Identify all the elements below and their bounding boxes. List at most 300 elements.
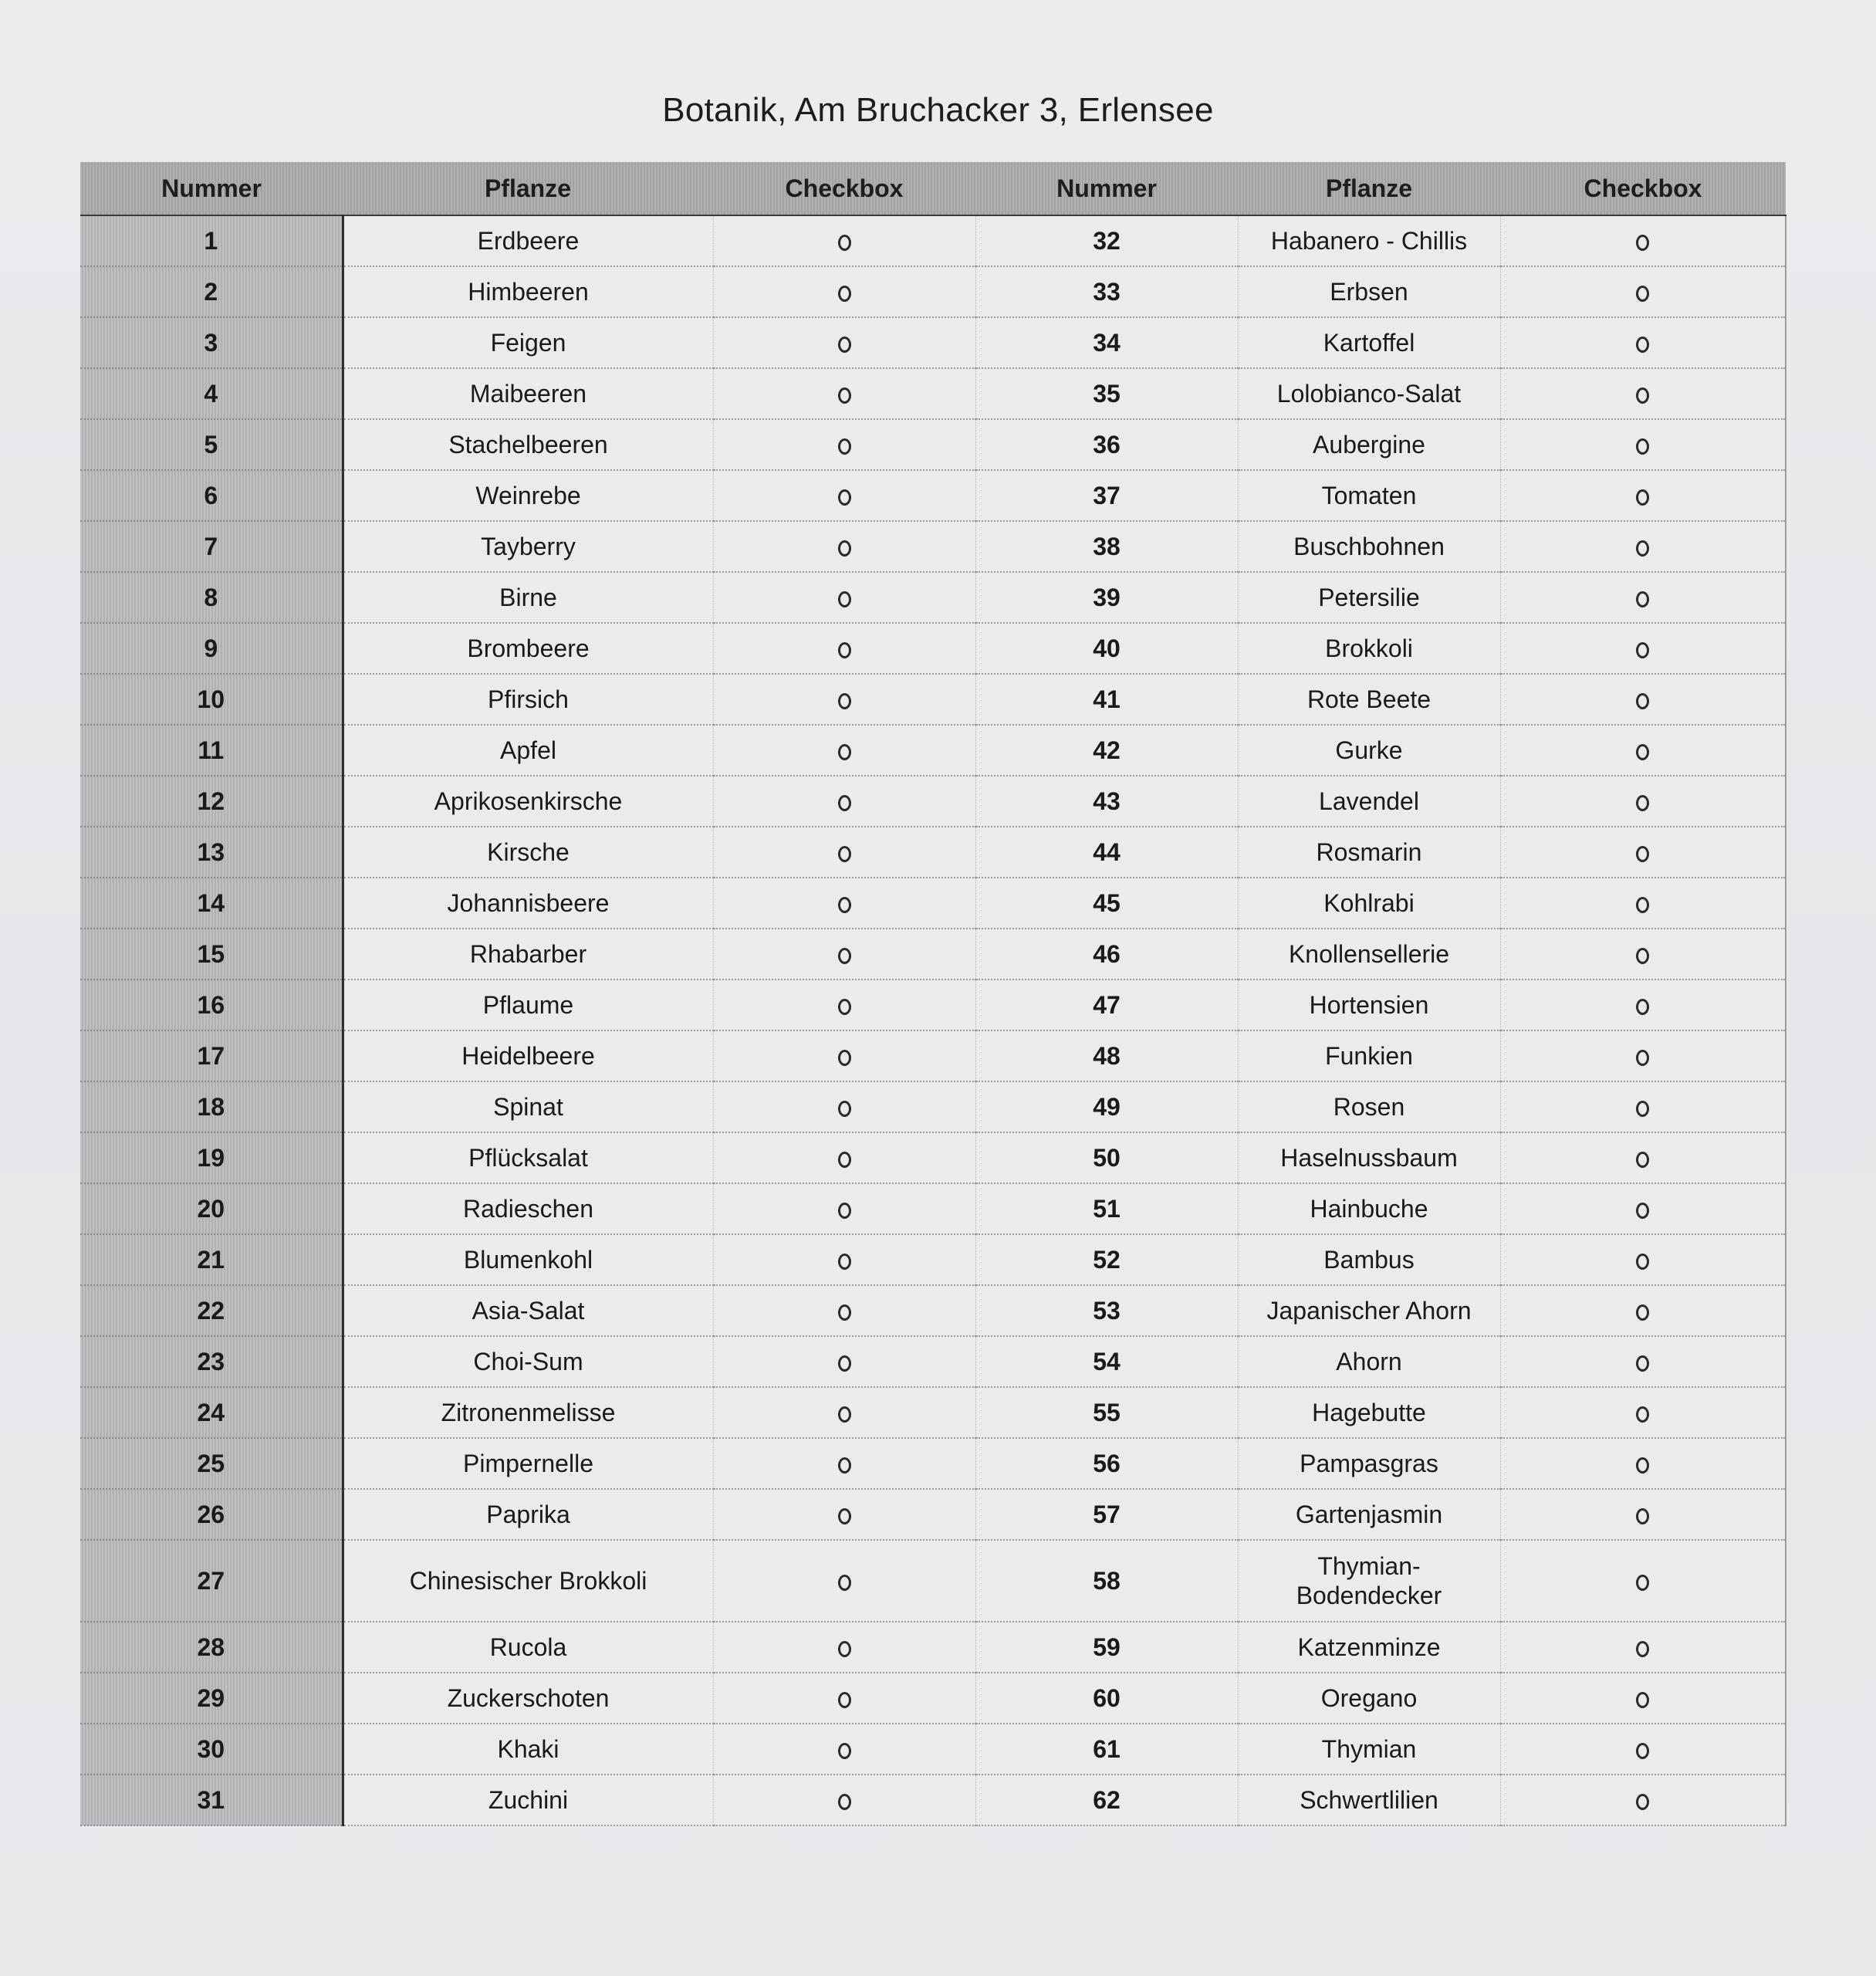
row-number-right	[975, 215, 1238, 266]
checkbox-right[interactable]	[1500, 929, 1786, 980]
checkbox-circle-icon[interactable]	[838, 897, 851, 913]
checkbox-circle-icon[interactable]	[1636, 795, 1649, 811]
checkbox-circle-icon[interactable]	[838, 489, 851, 506]
checkbox-left[interactable]	[713, 1336, 975, 1387]
checkbox-circle-icon[interactable]	[838, 1575, 851, 1591]
plant-name-left	[343, 1234, 713, 1285]
row-number-right-text: 39	[1093, 583, 1121, 611]
row-number-left	[80, 1540, 343, 1622]
row-number-left	[80, 878, 343, 929]
checkbox-circle-icon[interactable]	[1636, 1457, 1649, 1474]
checkbox-left[interactable]	[713, 980, 975, 1030]
plant-name-right-text: Brokkoli	[1325, 634, 1413, 662]
plant-name-left-text: Feigen	[490, 328, 566, 357]
plant-name-left-text: Zuckerschoten	[447, 1683, 610, 1712]
checkbox-circle-icon[interactable]	[838, 1743, 851, 1759]
plant-name-right-text: Rosmarin	[1316, 838, 1422, 866]
plant-name-left-text: Apfel	[500, 736, 556, 764]
checkbox-circle-icon[interactable]	[838, 1641, 851, 1657]
checkbox-circle-icon[interactable]	[838, 540, 851, 557]
checkbox-left[interactable]	[713, 1285, 975, 1336]
row-number-left	[80, 1183, 343, 1234]
plant-name-right	[1238, 470, 1500, 521]
row-number-left-text: 6	[204, 481, 218, 509]
checkbox-circle-icon[interactable]	[1636, 1794, 1649, 1810]
checkbox-right[interactable]	[1500, 725, 1786, 776]
checkbox-circle-icon[interactable]	[838, 1457, 851, 1474]
checkbox-right[interactable]	[1500, 1673, 1786, 1724]
checkbox-circle-icon[interactable]	[1636, 438, 1649, 455]
checkbox-left[interactable]	[713, 1540, 975, 1622]
checkbox-right[interactable]	[1500, 1489, 1786, 1540]
table-row	[80, 1673, 1786, 1724]
table-body	[80, 215, 1786, 1825]
checkbox-circle-icon[interactable]	[1636, 387, 1649, 404]
row-number-left	[80, 1285, 343, 1336]
checkbox-left[interactable]	[713, 317, 975, 368]
plant-name-left	[343, 1775, 713, 1825]
row-number-left	[80, 827, 343, 878]
plant-name-left-text: Aprikosenkirsche	[434, 787, 623, 815]
plant-name-right	[1238, 1183, 1500, 1234]
row-number-right	[975, 827, 1238, 878]
checkbox-circle-icon[interactable]	[1636, 1508, 1649, 1524]
row-number-right	[975, 1622, 1238, 1673]
checkbox-right[interactable]	[1500, 674, 1786, 725]
plant-name-left	[343, 878, 713, 929]
row-number-left-text: 14	[197, 888, 225, 917]
row-number-right-text: 34	[1093, 328, 1121, 357]
row-number-left-text: 31	[197, 1785, 225, 1814]
checkbox-left[interactable]	[713, 1673, 975, 1724]
row-number-left-text: 10	[197, 685, 225, 713]
plant-name-left-text: Choi-Sum	[473, 1347, 583, 1375]
plant-name-left	[343, 1336, 713, 1387]
plant-name-left	[343, 1081, 713, 1132]
plant-name-left	[343, 929, 713, 980]
table-row	[80, 1724, 1786, 1775]
plant-name-right-text: Japanischer Ahorn	[1266, 1297, 1472, 1325]
checkbox-right[interactable]	[1500, 419, 1786, 470]
plant-name-left-text: Pimpernelle	[463, 1449, 593, 1477]
checkbox-circle-icon[interactable]	[838, 1101, 851, 1117]
row-number-left	[80, 1234, 343, 1285]
checkbox-right[interactable]	[1500, 1540, 1786, 1622]
checkbox-right[interactable]	[1500, 470, 1786, 521]
checkbox-left[interactable]	[713, 1030, 975, 1081]
table-row	[80, 1540, 1786, 1622]
plant-name-right	[1238, 1234, 1500, 1285]
row-number-left-text: 15	[197, 939, 225, 968]
plant-name-left-text: Heidelbeere	[461, 1041, 595, 1070]
plant-name-left-text: Brombeere	[467, 634, 590, 662]
table-row	[80, 1132, 1786, 1183]
row-number-left	[80, 1489, 343, 1540]
row-number-right-text: 48	[1093, 1041, 1121, 1070]
plant-name-left	[343, 725, 713, 776]
checkbox-left[interactable]	[713, 368, 975, 419]
checkbox-circle-icon[interactable]	[838, 1355, 851, 1372]
row-number-right	[975, 266, 1238, 317]
plant-name-right-text: Pampasgras	[1300, 1450, 1438, 1477]
plant-name-right	[1238, 827, 1500, 878]
checkbox-right[interactable]	[1500, 878, 1786, 929]
table-row	[80, 419, 1786, 470]
plant-name-right	[1238, 929, 1500, 980]
checkbox-left[interactable]	[713, 1438, 975, 1489]
checkbox-circle-icon[interactable]	[1636, 1101, 1649, 1117]
checkbox-left[interactable]	[713, 1132, 975, 1183]
row-number-right	[975, 572, 1238, 623]
row-number-left	[80, 1132, 343, 1183]
table-row	[80, 470, 1786, 521]
plant-name-left	[343, 1030, 713, 1081]
checkbox-circle-icon[interactable]	[838, 591, 851, 607]
checkbox-right[interactable]	[1500, 1132, 1786, 1183]
plant-name-left-text: Chinesischer Brokkoli	[409, 1566, 647, 1595]
checkbox-left[interactable]	[713, 470, 975, 521]
table-row	[80, 725, 1786, 776]
checkbox-circle-icon[interactable]	[1636, 1203, 1649, 1219]
checkbox-right[interactable]	[1500, 1336, 1786, 1387]
checkbox-left[interactable]	[713, 1387, 975, 1438]
header-checkbox-right: Checkbox	[1500, 162, 1786, 215]
checkbox-left[interactable]	[713, 929, 975, 980]
row-number-left	[80, 215, 343, 266]
checkbox-circle-icon[interactable]	[838, 1152, 851, 1168]
checkbox-right[interactable]	[1500, 1234, 1786, 1285]
plant-name-right	[1238, 980, 1500, 1030]
row-number-left-text: 11	[198, 736, 225, 764]
plant-name-left	[343, 1724, 713, 1775]
row-number-right-text: 49	[1093, 1092, 1121, 1121]
plant-name-left-text: Rucola	[489, 1633, 567, 1661]
table-row	[80, 1489, 1786, 1540]
row-number-left	[80, 1387, 343, 1438]
plant-name-left	[343, 1387, 713, 1438]
plant-name-right-text: Petersilie	[1318, 584, 1420, 611]
checkbox-right[interactable]	[1500, 1183, 1786, 1234]
row-number-right	[975, 317, 1238, 368]
row-number-left	[80, 1030, 343, 1081]
row-number-right	[975, 1540, 1238, 1622]
checkbox-left[interactable]	[713, 878, 975, 929]
row-number-left	[80, 266, 343, 317]
plant-name-right	[1238, 1775, 1500, 1825]
plant-name-left	[343, 827, 713, 878]
table-row	[80, 521, 1786, 572]
checkbox-right[interactable]	[1500, 266, 1786, 317]
plant-name-right-text: Habanero - Chillis	[1270, 227, 1468, 255]
row-number-left-text: 2	[204, 277, 218, 306]
checkbox-left[interactable]	[713, 1724, 975, 1775]
row-number-left-text: 17	[197, 1041, 225, 1070]
checkbox-circle-icon[interactable]	[1636, 1641, 1649, 1657]
plant-name-left	[343, 215, 713, 266]
checkbox-circle-icon[interactable]	[838, 1406, 851, 1423]
row-number-right-text: 47	[1093, 990, 1121, 1019]
row-number-right-text: 41	[1093, 685, 1121, 713]
plant-table	[80, 162, 1786, 1826]
row-number-left	[80, 317, 343, 368]
row-number-left	[80, 1724, 343, 1775]
row-number-left	[80, 572, 343, 623]
row-number-right	[975, 1132, 1238, 1183]
plant-name-right	[1238, 1673, 1500, 1724]
checkbox-right[interactable]	[1500, 572, 1786, 623]
checkbox-circle-icon[interactable]	[838, 1050, 851, 1066]
table-row	[80, 1387, 1786, 1438]
plant-name-right-text: Kohlrabi	[1323, 889, 1415, 917]
row-number-right-text: 37	[1093, 481, 1121, 509]
row-number-left-text: 16	[197, 990, 225, 1019]
row-number-left	[80, 929, 343, 980]
checkbox-circle-icon[interactable]	[838, 1254, 851, 1270]
row-number-right-text: 44	[1093, 837, 1121, 866]
plant-name-left	[343, 266, 713, 317]
row-number-right	[975, 1336, 1238, 1387]
row-number-left	[80, 674, 343, 725]
checkbox-circle-icon[interactable]	[1636, 1743, 1649, 1759]
checkbox-left[interactable]	[713, 674, 975, 725]
checkbox-right[interactable]	[1500, 1081, 1786, 1132]
row-number-left-text: 3	[204, 328, 218, 357]
checkbox-circle-icon[interactable]	[838, 1794, 851, 1810]
plant-name-right-text: Hagebutte	[1312, 1399, 1426, 1426]
plant-name-right-text: Thymian- Bodendecker	[1296, 1552, 1442, 1609]
checkbox-right[interactable]	[1500, 1030, 1786, 1081]
plant-name-left	[343, 1132, 713, 1183]
checkbox-circle-icon[interactable]	[1636, 1692, 1649, 1708]
checkbox-circle-icon[interactable]	[838, 1692, 851, 1708]
row-number-left-text: 20	[197, 1194, 225, 1223]
checkbox-circle-icon[interactable]	[838, 846, 851, 862]
plant-name-right	[1238, 623, 1500, 674]
checkbox-right[interactable]	[1500, 1775, 1786, 1825]
checkbox-circle-icon[interactable]	[838, 744, 851, 760]
plant-name-right	[1238, 1540, 1500, 1622]
row-number-right	[975, 1234, 1238, 1285]
row-number-right-text: 46	[1093, 939, 1121, 968]
plant-name-left-text: Stachelbeeren	[448, 430, 608, 458]
checkbox-left[interactable]	[713, 572, 975, 623]
checkbox-circle-icon[interactable]	[1636, 591, 1649, 607]
checkbox-circle-icon[interactable]	[838, 948, 851, 964]
row-number-left-text: 5	[204, 430, 218, 458]
checkbox-circle-icon[interactable]	[838, 1508, 851, 1524]
checkbox-circle-icon[interactable]	[1636, 693, 1649, 709]
table-row	[80, 929, 1786, 980]
table-row	[80, 623, 1786, 674]
checkbox-circle-icon[interactable]	[1636, 286, 1649, 302]
plant-name-right-text: Oregano	[1320, 1684, 1418, 1712]
row-number-right	[975, 1673, 1238, 1724]
plant-name-right-text: Ahorn	[1336, 1348, 1402, 1375]
row-number-left-text: 25	[197, 1449, 225, 1477]
checkbox-right[interactable]	[1500, 1724, 1786, 1775]
plant-name-left	[343, 674, 713, 725]
checkbox-circle-icon[interactable]	[1636, 337, 1649, 353]
plant-name-left	[343, 1673, 713, 1724]
checkbox-left[interactable]	[713, 725, 975, 776]
checkbox-right[interactable]	[1500, 521, 1786, 572]
checkbox-circle-icon[interactable]	[1636, 1050, 1649, 1066]
checkbox-circle-icon[interactable]	[1636, 948, 1649, 964]
row-number-left-text: 18	[197, 1092, 225, 1121]
table-row	[80, 215, 1786, 266]
row-number-right	[975, 521, 1238, 572]
plant-name-right	[1238, 1489, 1500, 1540]
row-number-left	[80, 470, 343, 521]
checkbox-right[interactable]	[1500, 1387, 1786, 1438]
checkbox-left[interactable]	[713, 1234, 975, 1285]
checkbox-left[interactable]	[713, 1622, 975, 1673]
checkbox-left[interactable]	[713, 1489, 975, 1540]
plant-name-left	[343, 1438, 713, 1489]
checkbox-circle-icon[interactable]	[838, 642, 851, 658]
checkbox-circle-icon[interactable]	[1636, 1575, 1649, 1591]
row-number-left-text: 23	[197, 1347, 225, 1375]
checkbox-circle-icon[interactable]	[838, 795, 851, 811]
row-number-left	[80, 980, 343, 1030]
checkbox-left[interactable]	[713, 776, 975, 827]
checkbox-circle-icon[interactable]	[1636, 540, 1649, 557]
plant-name-left	[343, 521, 713, 572]
checkbox-right[interactable]	[1500, 1438, 1786, 1489]
row-number-right-text: 35	[1093, 379, 1121, 408]
checkbox-right[interactable]	[1500, 317, 1786, 368]
plant-name-right-text: Katzenminze	[1297, 1633, 1441, 1661]
checkbox-right[interactable]	[1500, 368, 1786, 419]
checkbox-circle-icon[interactable]	[1636, 846, 1649, 862]
checkbox-circle-icon[interactable]	[838, 999, 851, 1015]
checkbox-right[interactable]	[1500, 1285, 1786, 1336]
row-number-right	[975, 929, 1238, 980]
row-number-right	[975, 1438, 1238, 1489]
table-row	[80, 1438, 1786, 1489]
checkbox-circle-icon[interactable]	[838, 235, 851, 251]
row-number-right	[975, 1489, 1238, 1540]
row-number-left-text: 4	[204, 379, 218, 408]
checkbox-circle-icon[interactable]	[1636, 1304, 1649, 1321]
checkbox-left[interactable]	[713, 215, 975, 266]
plant-name-left-text: Pflücksalat	[468, 1143, 588, 1172]
checkbox-left[interactable]	[713, 1081, 975, 1132]
checkbox-circle-icon[interactable]	[838, 286, 851, 302]
checkbox-left[interactable]	[713, 623, 975, 674]
checkbox-circle-icon[interactable]	[1636, 1355, 1649, 1372]
checkbox-left[interactable]	[713, 419, 975, 470]
checkbox-circle-icon[interactable]	[838, 693, 851, 709]
checkbox-circle-icon[interactable]	[1636, 897, 1649, 913]
checkbox-circle-icon[interactable]	[838, 387, 851, 404]
checkbox-left[interactable]	[713, 1775, 975, 1825]
checkbox-circle-icon[interactable]	[838, 1203, 851, 1219]
plant-name-right-text: Rote Beete	[1306, 685, 1432, 713]
plant-name-left-text: Spinat	[493, 1092, 563, 1121]
row-number-left-text: 8	[204, 583, 218, 611]
row-number-left	[80, 1081, 343, 1132]
row-number-right	[975, 1030, 1238, 1081]
row-number-left	[80, 1336, 343, 1387]
plant-name-left	[343, 470, 713, 521]
plant-name-right-text: Knollensellerie	[1288, 940, 1450, 968]
row-number-left-text: 30	[197, 1734, 225, 1763]
row-number-right-text: 40	[1093, 634, 1121, 662]
checkbox-right[interactable]	[1500, 827, 1786, 878]
checkbox-circle-icon[interactable]	[1636, 1254, 1649, 1270]
table-row	[80, 1622, 1786, 1673]
checkbox-circle-icon[interactable]	[1636, 1406, 1649, 1423]
plant-name-right	[1238, 1132, 1500, 1183]
table-row	[80, 1775, 1786, 1825]
checkbox-circle-icon[interactable]	[1636, 642, 1649, 658]
row-number-right-text: 36	[1093, 430, 1121, 458]
checkbox-left[interactable]	[713, 827, 975, 878]
header-nummer-left: Nummer	[80, 162, 343, 215]
table-row	[80, 827, 1786, 878]
checkbox-right[interactable]	[1500, 623, 1786, 674]
row-number-left	[80, 521, 343, 572]
row-number-left	[80, 368, 343, 419]
checkbox-left[interactable]	[713, 521, 975, 572]
plant-name-left-text: Khaki	[497, 1734, 559, 1763]
plant-name-right-text: Gartenjasmin	[1295, 1501, 1443, 1528]
row-number-left-text: 22	[197, 1296, 225, 1325]
plant-name-right-text: Aubergine	[1313, 431, 1425, 458]
row-number-left-text: 29	[197, 1683, 225, 1712]
plant-name-right-text: Buschbohnen	[1293, 533, 1445, 560]
checkbox-circle-icon[interactable]	[1636, 489, 1649, 506]
plant-name-left	[343, 1622, 713, 1673]
plant-name-right	[1238, 215, 1500, 266]
row-number-right	[975, 1183, 1238, 1234]
plant-name-right-text: Erbsen	[1330, 278, 1408, 306]
plant-name-left-text: Rhabarber	[469, 939, 587, 968]
checkbox-left[interactable]	[713, 1183, 975, 1234]
checkbox-right[interactable]	[1500, 776, 1786, 827]
table-row	[80, 878, 1786, 929]
checkbox-circle-icon[interactable]	[838, 438, 851, 455]
plant-name-left-text: Himbeeren	[468, 277, 589, 306]
plant-name-right	[1238, 266, 1500, 317]
plant-name-left-text: Maibeeren	[469, 379, 587, 408]
checkbox-circle-icon[interactable]	[1636, 744, 1649, 760]
row-number-right-text: 32	[1093, 226, 1121, 255]
plant-name-left-text: Weinrebe	[475, 481, 581, 509]
table-header-row	[80, 162, 1786, 215]
checkbox-left[interactable]	[713, 266, 975, 317]
row-number-right-text: 60	[1093, 1683, 1121, 1712]
checkbox-circle-icon[interactable]	[1636, 1152, 1649, 1168]
row-number-left-text: 1	[204, 226, 218, 255]
row-number-left-text: 7	[204, 532, 218, 560]
row-number-right	[975, 1285, 1238, 1336]
row-number-right-text: 62	[1093, 1785, 1121, 1814]
checkbox-right[interactable]	[1500, 1622, 1786, 1673]
checkbox-circle-icon[interactable]	[1636, 999, 1649, 1015]
plant-name-left-text: Kirsche	[487, 837, 570, 866]
row-number-left-text: 9	[204, 634, 218, 662]
checkbox-right[interactable]	[1500, 215, 1786, 266]
row-number-right	[975, 776, 1238, 827]
checkbox-right[interactable]	[1500, 980, 1786, 1030]
checkbox-circle-icon[interactable]	[838, 337, 851, 353]
plant-name-left	[343, 317, 713, 368]
checkbox-circle-icon[interactable]	[1636, 235, 1649, 251]
checkbox-circle-icon[interactable]	[838, 1304, 851, 1321]
row-number-left	[80, 1622, 343, 1673]
